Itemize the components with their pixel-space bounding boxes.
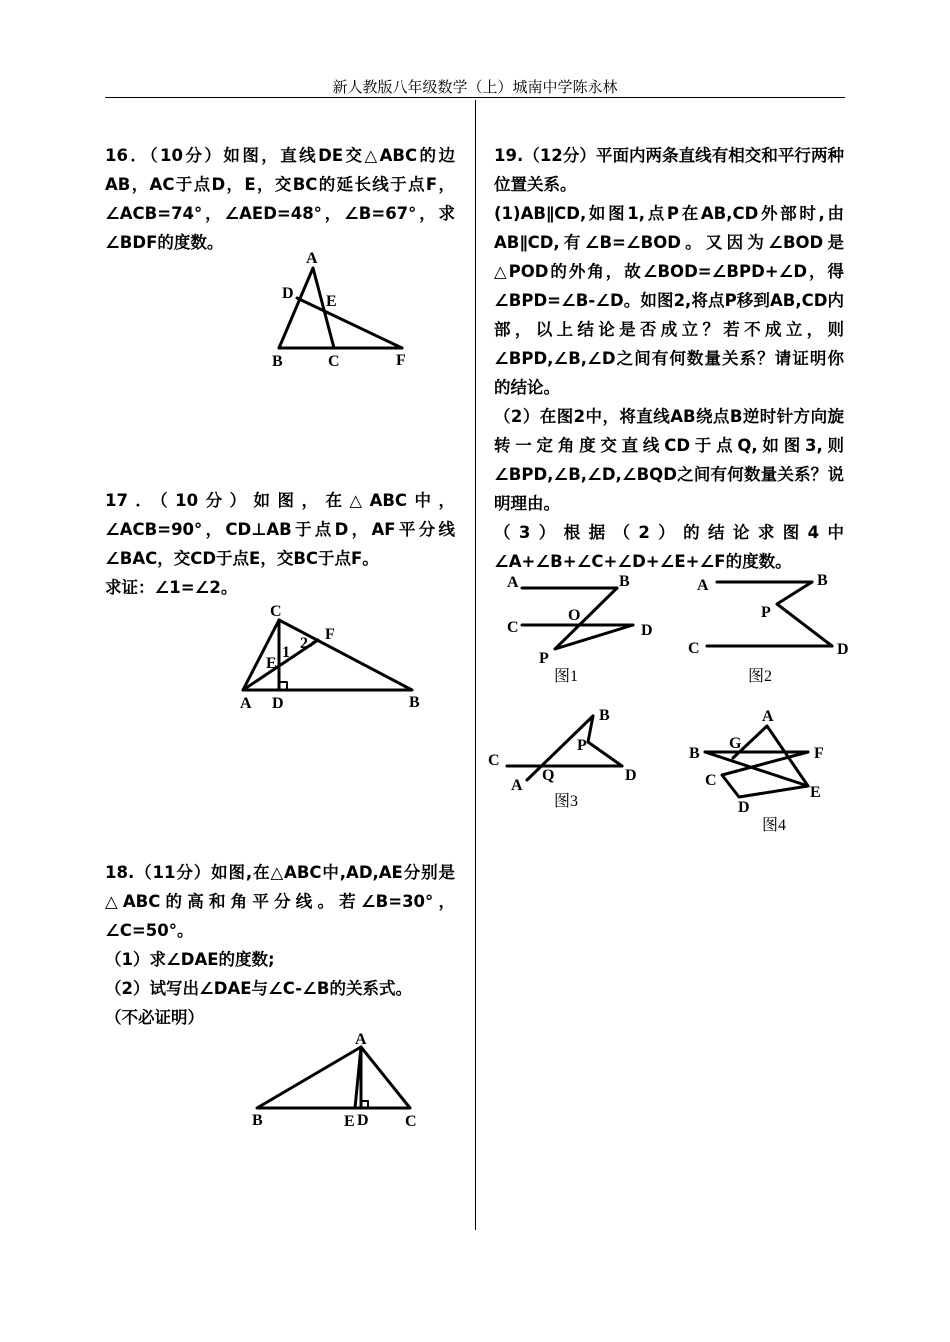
q18-part2: （2）试写出∠DAE与∠C-∠B的关系式。 [105, 979, 413, 998]
q17-label-1: 1 [282, 644, 290, 661]
fig3-label-d: D [625, 767, 637, 784]
fig2-label-p: P [761, 604, 771, 621]
fig1-label-d: D [641, 622, 653, 639]
fig1-label-o: O [568, 607, 581, 624]
fig4-label-b: B [689, 745, 700, 762]
q19-part1: (1)AB∥CD,如图1,点P在AB,CD外部时,由AB∥CD,有∠B=∠BOD。又因为∠BOD是△POD的外角，故∠BOD=∠BPD+∠D，得∠BPD=∠B-∠D。如图2,将点P移到AB,CD内部，以上结论是否成立？若不成立，则∠BPD,∠B,∠D之间有何数量关系？请证明你的结论。 [494, 204, 844, 397]
q16-text: 16．（10分）如图，直线DE交△ABC的边AB，AC于点D，E，交BC的延长线于点F，∠ACB=74°，∠AED=48°，∠B=67°，求∠BDF的度数。 [105, 146, 455, 252]
q19-intro: 19.（12分）平面内两条直线有相交和平行两种位置关系。 [494, 146, 844, 194]
fig1-path-bpd [555, 588, 633, 649]
q17-label-2: 2 [300, 635, 308, 652]
q17-label-a: A [240, 695, 252, 712]
fig4-label-a: A [762, 708, 774, 725]
fig1-caption: 图1 [554, 668, 579, 685]
fig4-label-f: F [814, 745, 824, 762]
fig4-label-d: D [738, 799, 750, 816]
q16-label-f: F [396, 352, 406, 369]
fig2-label-a: A [697, 577, 709, 594]
q17-label-b: B [409, 694, 420, 711]
fig3-label-b: B [599, 707, 610, 724]
fig1-label-p: P [539, 650, 549, 667]
fig2-label-c: C [688, 640, 700, 657]
q16-label-b: B [272, 353, 283, 370]
q18-part1: （1）求∠DAE的度数; [105, 950, 275, 969]
q18-text: 18.（11分）如图,在△ABC中,AD,AE分别是△ABC的高和角平分线。若∠B=30°，∠C=50°。 [105, 863, 455, 940]
fig3-label-p: P [577, 737, 587, 754]
q18-label-d: D [357, 1112, 369, 1129]
question-17 [105, 486, 455, 602]
fig3-label-a: A [511, 777, 523, 794]
fig1-label-c: C [507, 619, 519, 636]
fig4-label-g: G [729, 735, 742, 752]
q16-label-a: A [306, 250, 318, 267]
q18-label-e: E [344, 1113, 355, 1130]
fig4-caption: 图4 [762, 817, 787, 834]
q16-label-c: C [328, 353, 340, 370]
q16-line-df [297, 298, 402, 348]
q19-part2: （2）在图2中，将直线AB绕点B逆时针方向旋转一定角度交直线CD于点Q,如图3,则∠BPD,∠B,∠D,∠BQD之间有何数量关系？说明理由。 [494, 407, 844, 513]
q16-label-e: E [326, 293, 337, 310]
fig3-label-c: C [488, 752, 500, 769]
q17-label-d: D [272, 695, 284, 712]
q18-note: （不必证明） [105, 1008, 204, 1027]
q17-label-e: E [266, 655, 277, 672]
q17-label-f: F [325, 626, 335, 643]
question-19 [494, 141, 844, 576]
fig1-label-b: B [619, 573, 630, 590]
q16-label-d: D [282, 285, 294, 302]
fig2-label-b: B [817, 572, 828, 589]
fig2-path-bpd [777, 582, 832, 646]
page-header: 新人教版八年级数学（上）城南中学陈永林 [332, 78, 618, 96]
q18-label-c: C [405, 1113, 417, 1130]
q17-prove: 求证：∠1=∠2。 [105, 578, 238, 597]
fig4-label-c: C [705, 772, 717, 789]
fig4-path-becdf [705, 752, 808, 797]
fig2-label-d: D [837, 641, 849, 658]
fig3-label-q: Q [542, 767, 555, 784]
q18-label-b: B [252, 1112, 263, 1129]
fig1-label-a: A [507, 574, 519, 591]
fig2-caption: 图2 [748, 668, 773, 685]
fig3-caption: 图3 [554, 793, 579, 810]
fig4-label-e: E [810, 784, 821, 801]
q17-label-c: C [270, 603, 282, 620]
q18-label-a: A [355, 1031, 367, 1048]
question-18 [105, 858, 455, 1032]
q17-text: 17．（10分）如图，在△ABC中，∠ACB=90°，CD⊥AB于点D，AF平分线∠BAC，交CD于点E，交BC于点F。 [105, 491, 455, 568]
q19-part3: （3）根据（2）的结论求图4中∠A+∠B+∠C+∠D+∠E+∠F的度数。 [494, 523, 844, 571]
q18-triangle [257, 1047, 410, 1108]
